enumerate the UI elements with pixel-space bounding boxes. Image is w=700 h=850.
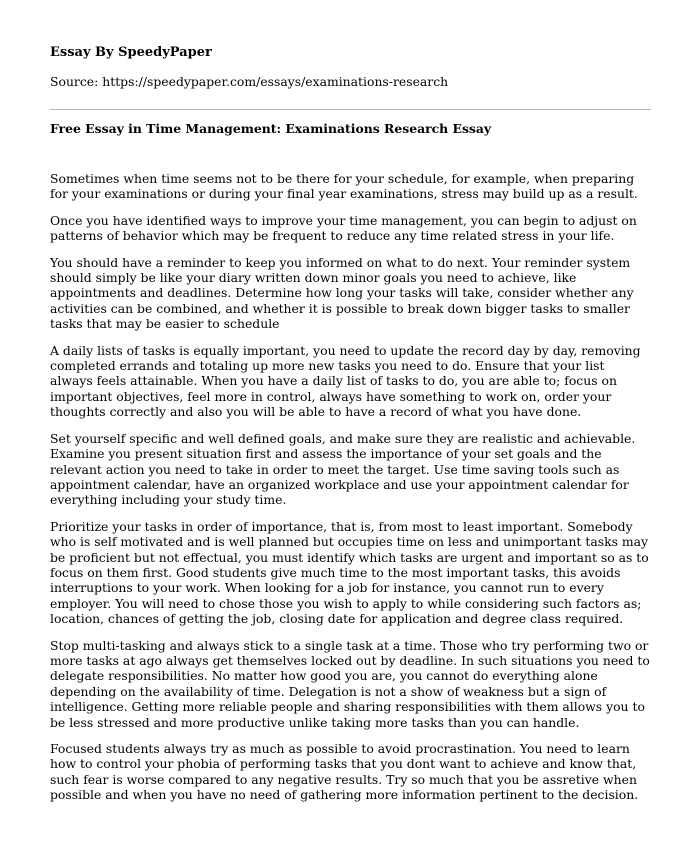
paragraph: Prioritize your tasks in order of importance, that is, from most to least important. Somebody who is self motivated and is well planned but occupies time on less and unimportant tasks may be proficient but not effectual, you must identify which tasks are urgent and important so as to focus on them first. Good students give much time to the most important tasks, this avoids interruptions to your work. When looking for a job for instance, you cannot run to every employer. You will need to chose those you wish to apply to while considering such factors as; location, chances of getting the job, closing date for application and degree class required. <box>50 518 649 627</box>
paragraph: Sometimes when time seems not to be there for your schedule, for example, when preparing for your examinations or during your final year examinations, stress may build up as a result. <box>50 171 638 202</box>
paragraph: You should have a reminder to keep you informed on what to do next. Your reminder system should simply be like your diary written down minor goals you need to achieve, like appointments and deadlines. Determine how long your tasks will take, consider whether any activities can be combined, and whether it is possible to break down bigger tasks to smaller tasks that may be easier to schedule <box>50 254 634 332</box>
brand-heading: Essay By SpeedyPaper <box>50 45 212 60</box>
paragraph: Set yourself specific and well defined goals, and make sure they are realistic and achievable. Examine you present situation first and assess the importance of your set goals and the relevant action you need to take in order to meet the target. Use time saving tools such as appointment calendar, have an organized workplace and use your appointment calendar for everything including your study time. <box>50 430 636 508</box>
paragraph: Once you have identified ways to improve your time management, you can begin to adjust on patterns of behavior which may be frequent to reduce any time related stress in your life. <box>50 212 637 244</box>
paragraph: A daily lists of tasks is equally important, you need to update the record day by day, removing completed errands and totaling up more new tasks you need to do. Ensure that your list always feels attainable. When you have a daily list of tasks to do, you are able to; focus on important objectives, feel more in control, always have something to work on, order your thoughts correctly and also you will be able to have a record of what you have done. <box>50 342 641 420</box>
paragraph: Stop multi-tasking and always stick to a single task at a time. Those who try performing two or more tasks at ago always get themselves locked out by deadline. In such situations you need to delegate responsibilities. No matter how good you are, you cannot do everything alone depending on the availability of time. Delegation is not a show of weakness but a sign of intelligence. Getting more reliable people and sharing responsibilities with them allows you to be less stressed and more productive unlike taking more tasks than you can handle. <box>50 637 650 730</box>
paragraph: Focused students always try as much as possible to avoid procrastination. You need to learn how to control your phobia of performing tasks that you dont want to achieve and know that, such fear is worse compared to any negative results. Try so much that you be assretive when possible and when you have no need of gathering more information pertinent to the decision. <box>50 741 639 803</box>
essay-title: Free Essay in Time Management: Examinations Research Essay <box>50 121 492 136</box>
header-divider <box>50 109 651 110</box>
source-line: Source: https://speedypaper.com/essays/examinations-research <box>50 74 449 89</box>
essay-body <box>50 171 650 814</box>
